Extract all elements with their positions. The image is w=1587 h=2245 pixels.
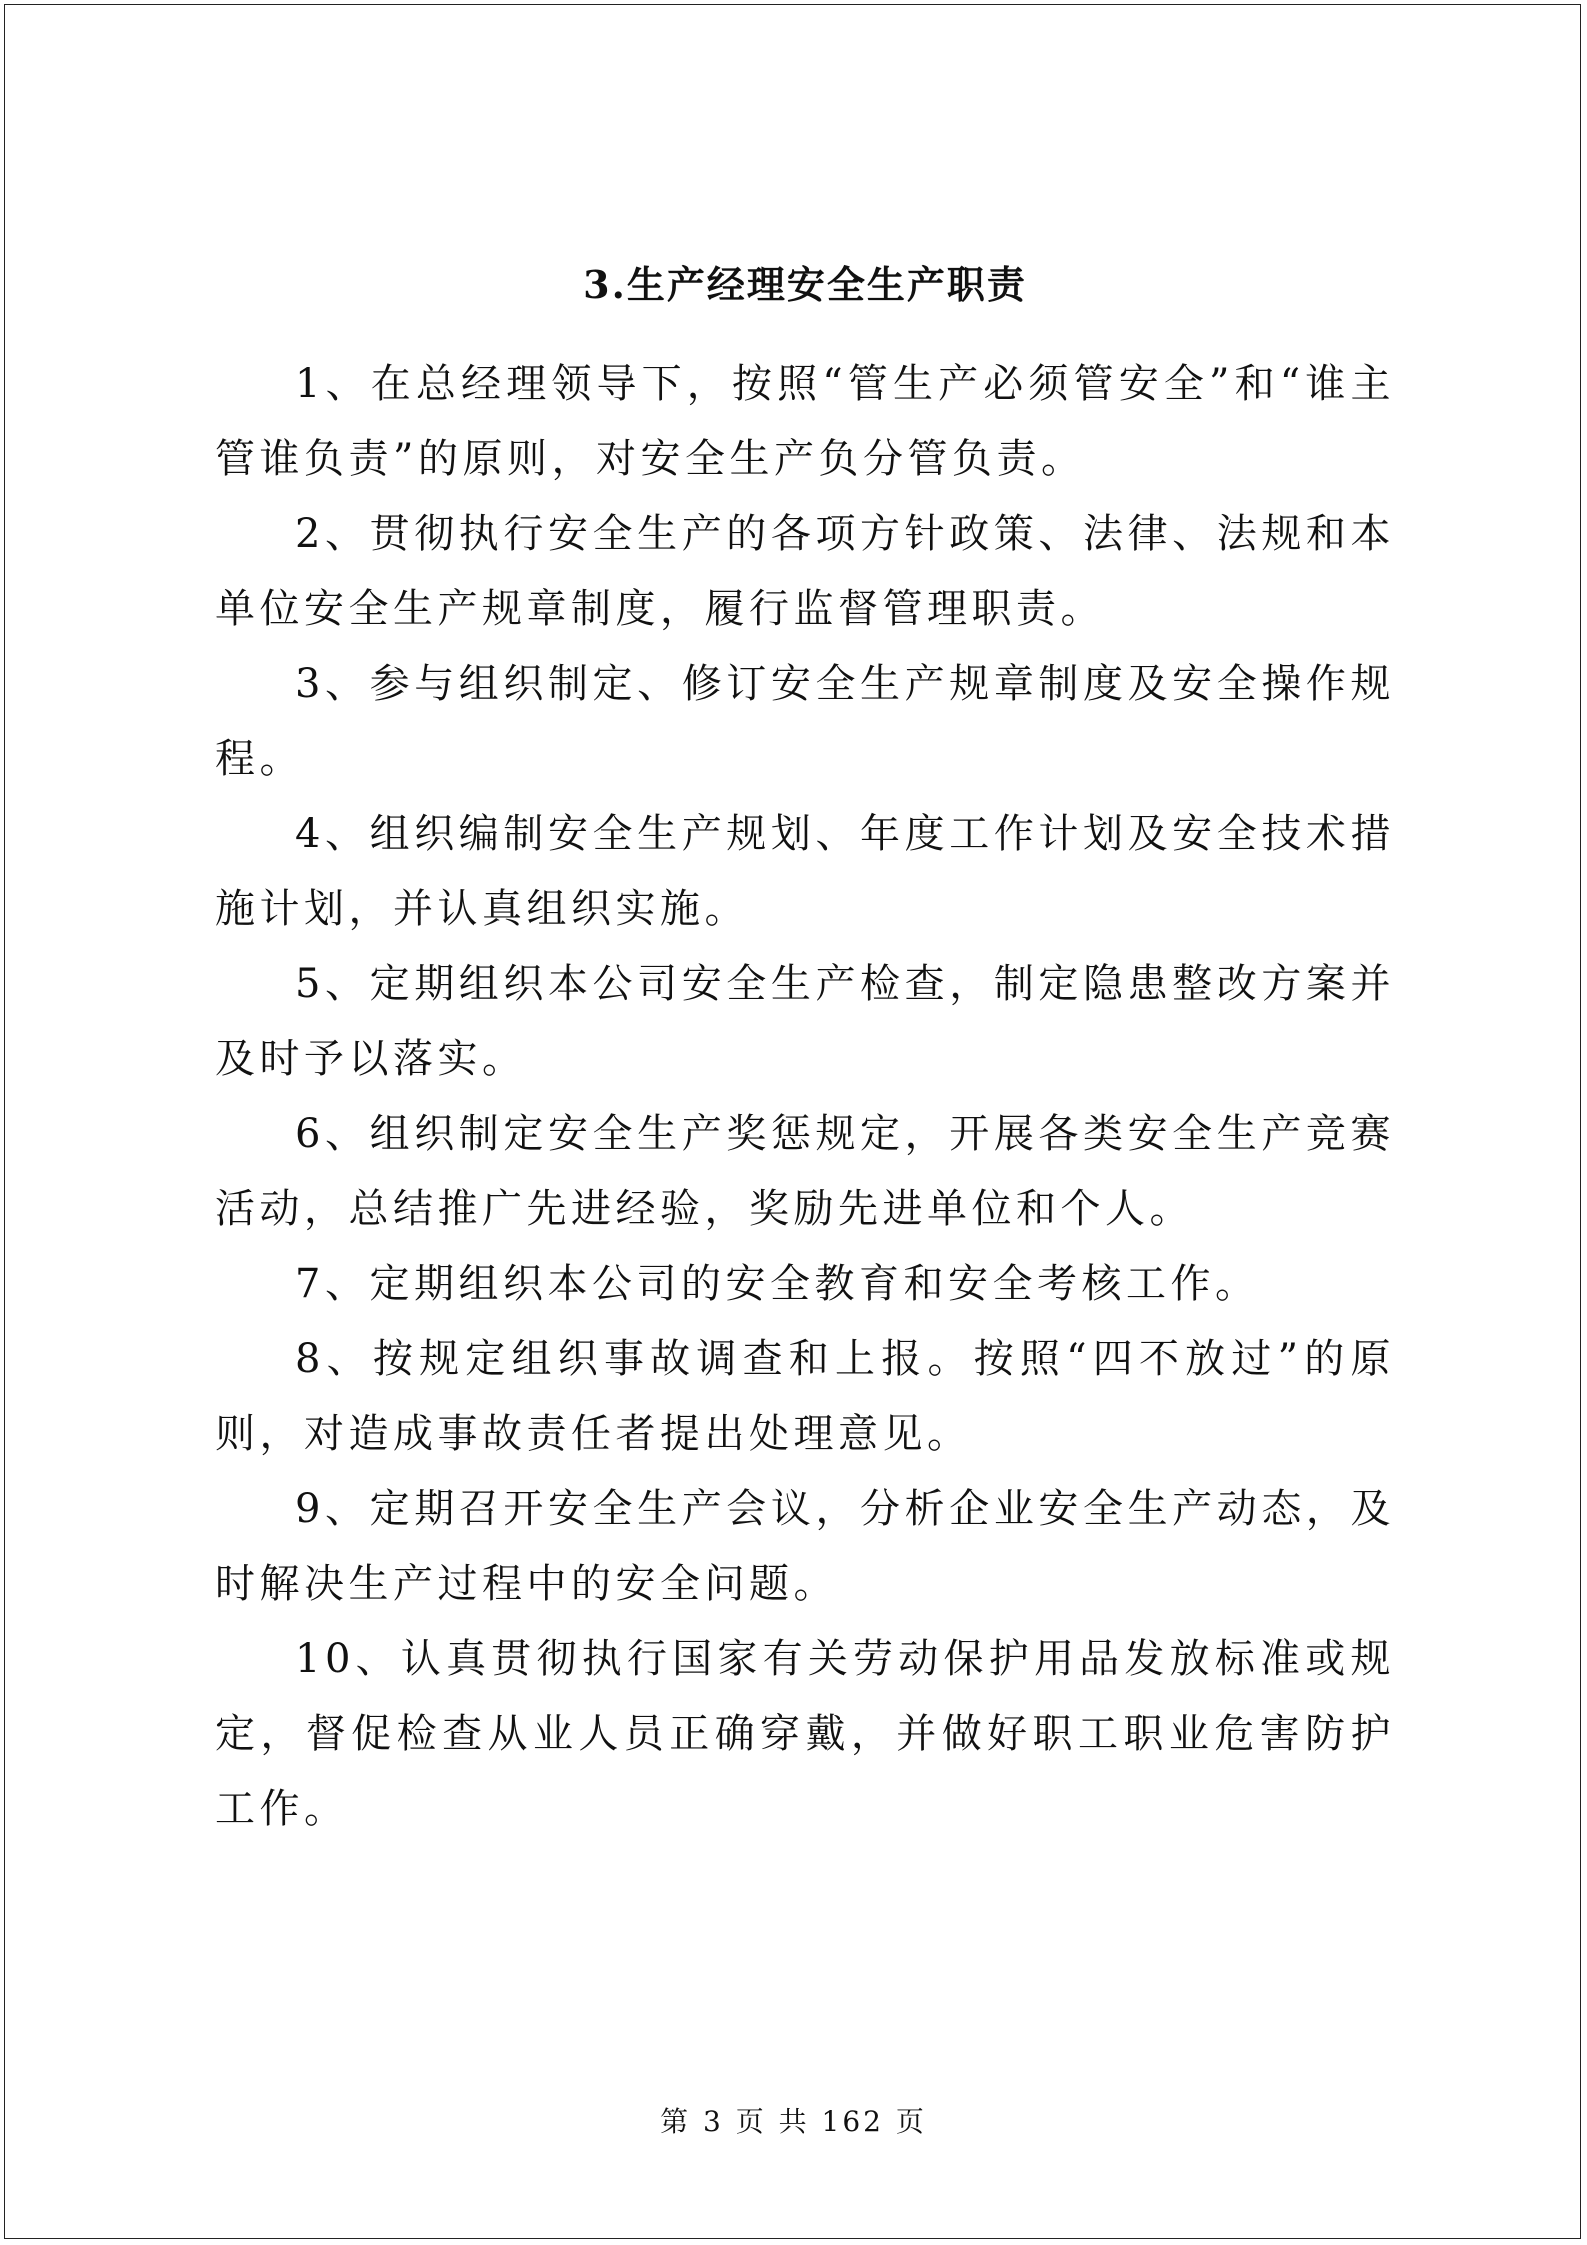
paragraph-3: 3、参与组织制定、修订安全生产规章制度及安全操作规程。 bbox=[215, 661, 1395, 782]
paragraph-7: 7、定期组织本公司的安全教育和安全考核工作。 bbox=[295, 1261, 1260, 1307]
paragraph-8: 8、按规定组织事故调查和上报。按照“四不放过”的原则，对造成事故责任者提出处理意见。 bbox=[215, 1336, 1395, 1457]
document-title: 3.生产经理安全生产职责 bbox=[583, 262, 1027, 307]
paragraph-10: 10、认真贯彻执行国家有关劳动保护用品发放标准或规定，督促检查从业人员正确穿戴，并做好职工职业危害防护工作。 bbox=[215, 1636, 1395, 1832]
page-number: 第 3 页 共 162 页 bbox=[660, 2105, 927, 2138]
paragraph-9: 9、定期召开安全生产会议，分析企业安全生产动态，及时解决生产过程中的安全问题。 bbox=[215, 1486, 1395, 1607]
paragraph-1: 1、在总经理领导下，按照“管生产必须管安全”和“谁主管谁负责”的原则，对安全生产负分管负责。 bbox=[215, 361, 1395, 482]
paragraph-5: 5、定期组织本公司安全生产检查，制定隐患整改方案并及时予以落实。 bbox=[215, 961, 1395, 1082]
paragraph-2: 2、贯彻执行安全生产的各项方针政策、法律、法规和本单位安全生产规章制度，履行监督管理职责。 bbox=[215, 511, 1395, 632]
paragraph-6: 6、组织制定安全生产奖惩规定，开展各类安全生产竞赛活动，总结推广先进经验，奖励先进单位和个人。 bbox=[215, 1111, 1395, 1232]
document-body bbox=[215, 255, 1395, 1847]
paragraph-4: 4、组织编制安全生产规划、年度工作计划及安全技术措施计划，并认真组织实施。 bbox=[215, 811, 1395, 932]
